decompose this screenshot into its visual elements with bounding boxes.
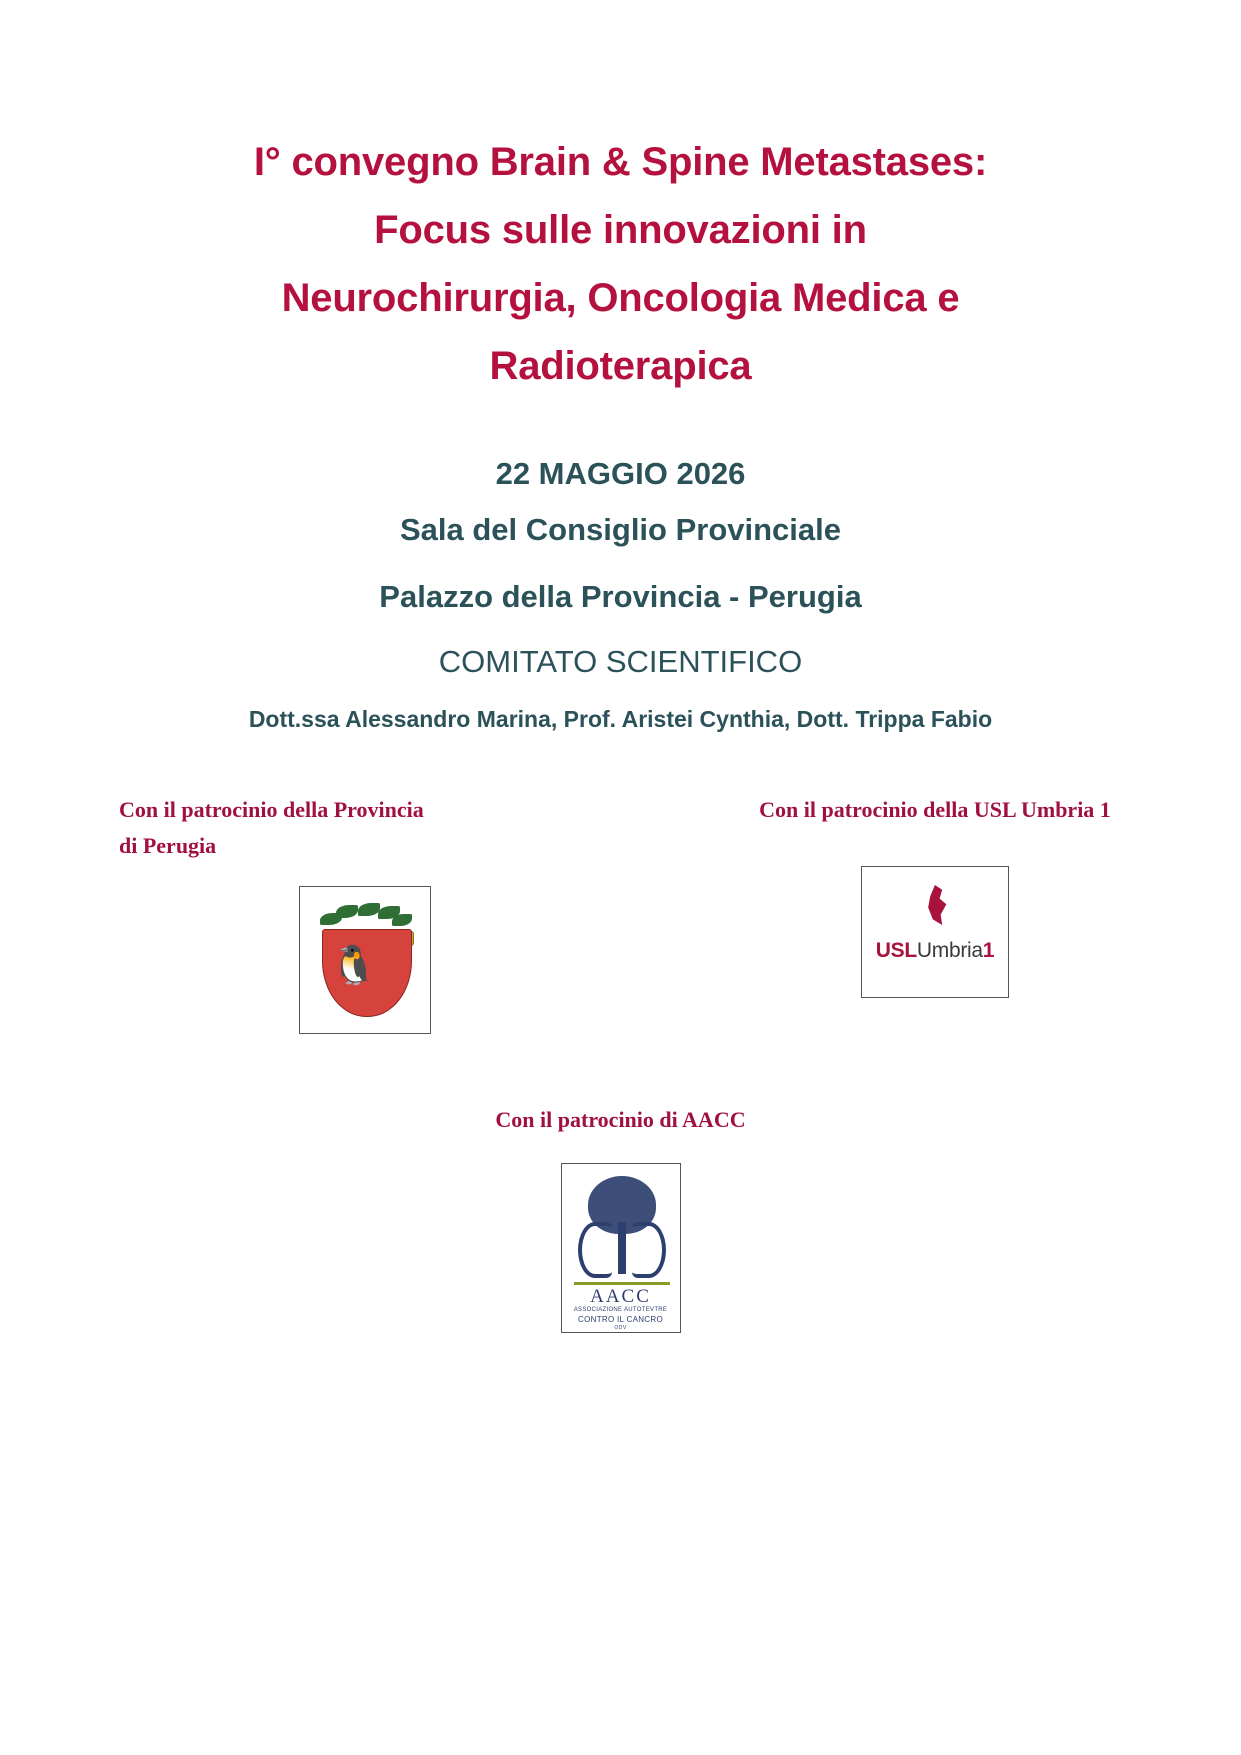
sponsor-usl-label: Con il patrocinio della USL Umbria 1 <box>759 797 1111 822</box>
event-details <box>115 452 1126 630</box>
usl-logo-text-thin: Umbria <box>916 939 983 962</box>
page-title-line-4: Radioterapica <box>489 344 752 388</box>
usl-umbria-logo-icon <box>861 866 1009 998</box>
event-date: 22 MAGGIO 2026 <box>495 456 746 491</box>
aacc-trunk-icon <box>618 1222 626 1274</box>
sponsors-section <box>115 792 1126 1112</box>
sponsor-provincia <box>115 792 615 1034</box>
aacc-subtitle-1: ASSOCIAZIONE AUTOTEVTRE <box>573 1307 668 1313</box>
event-venue-line-1: Sala del Consiglio Provinciale <box>399 512 842 547</box>
aacc-hand-right-icon <box>632 1222 666 1278</box>
committee-heading: COMITATO SCIENTIFICO <box>438 644 803 679</box>
page-title-line-2: Focus sulle innovazioni in <box>374 208 867 252</box>
usl-logo-text-bold: USL <box>875 939 917 962</box>
sponsor-provincia-label-line-1: Con il patrocinio della Provincia <box>119 797 424 822</box>
committee-names: Dott.ssa Alessandro Marina, Prof. Aristei Cynthia, Dott. Trippa Fabio <box>248 706 993 732</box>
usl-logo-text <box>862 939 1008 963</box>
umbria-map-icon <box>924 885 950 925</box>
sponsor-aacc <box>0 1105 1241 1333</box>
page-title-line-3: Neurochirurgia, Oncologia Medica e <box>281 276 960 320</box>
event-venue-line-2: Palazzo della Provincia - Perugia <box>379 579 862 614</box>
sponsor-usl <box>675 792 1195 998</box>
aacc-hand-left-icon <box>578 1222 612 1278</box>
page-title-line-1: I° convegno Brain & Spine Metastases: <box>253 140 988 184</box>
aacc-logo-icon <box>561 1163 681 1333</box>
sponsor-provincia-label-line-2: di Perugia <box>119 833 217 858</box>
provincia-crest-icon <box>299 886 431 1034</box>
title-block <box>115 0 1126 400</box>
aacc-subtitle-2: CONTRO IL CANCRO <box>578 1315 663 1324</box>
aacc-acronym: AACC <box>590 1286 651 1307</box>
aacc-subtitle-3: ODV <box>614 1325 627 1331</box>
aacc-divider <box>574 1282 670 1285</box>
sponsor-aacc-label: Con il patrocinio di AACC <box>495 1107 746 1132</box>
crest-griffin-icon: 🐧 <box>330 945 378 987</box>
usl-logo-text-number: 1 <box>982 939 995 962</box>
